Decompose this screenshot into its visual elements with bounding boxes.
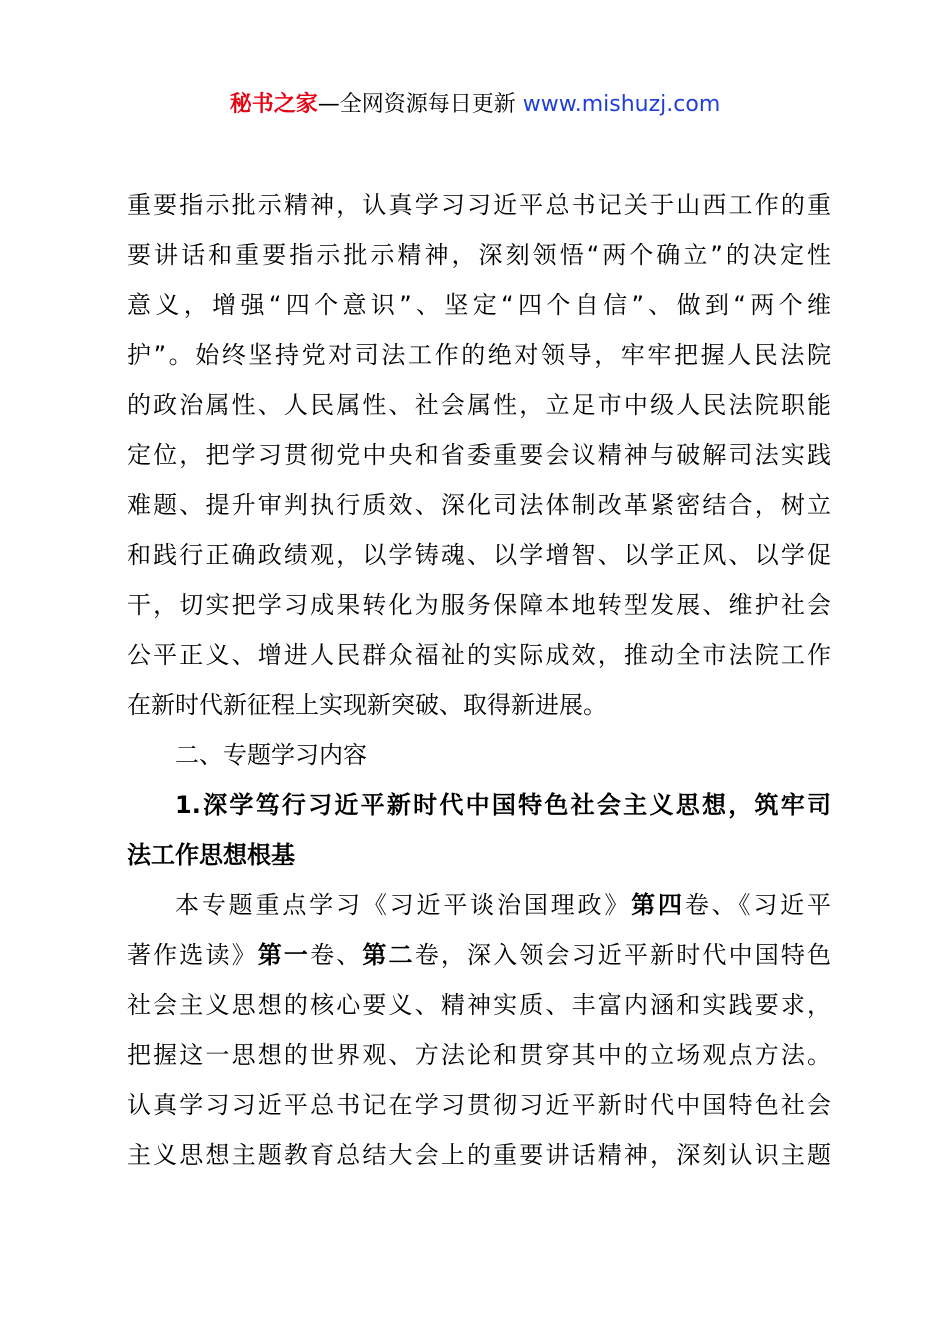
text-line: 公平正义、增进人民群众福祉的实际成效，推动全市法院工作: [127, 641, 831, 669]
text-line: 要讲话和重要指示批示精神，深刻领悟“两个确立”的决定性: [127, 241, 831, 269]
text-line: 重要指示批示精神，认真学习习近平总书记关于山西工作的重: [127, 191, 831, 219]
text-line: 社会主义思想的核心要义、精神实质、丰富内涵和实践要求，: [127, 991, 831, 1019]
text-line: 把握这一思想的世界观、方法论和贯穿其中的立场观点方法。: [127, 1041, 831, 1069]
bold-run: 第四: [631, 891, 685, 919]
document-body: [127, 180, 831, 1180]
paragraph-1: [127, 180, 831, 730]
text-line: 和践行正确政绩观，以学铸魂、以学增智、以学正风、以学促: [127, 541, 831, 569]
bold-run: 第一: [257, 941, 311, 969]
site-tagline: —全网资源每日更新: [317, 92, 523, 117]
heading-line: 法工作思想根基: [127, 841, 295, 869]
text-run: 本专题重点学习《习近平谈治国理政》: [175, 891, 632, 919]
text-run: 卷，深入领会习近平新时代中国特色: [414, 941, 831, 969]
text-line: 的政治属性、人民属性、社会属性，立足市中级人民法院职能: [127, 391, 831, 419]
text-run: 卷、《习近平: [684, 891, 831, 919]
heading-line: 1.深学笃行习近平新时代中国特色社会主义思想，筑牢司: [175, 791, 831, 819]
site-url-link[interactable]: www.mishuzj.com: [522, 92, 721, 117]
section-title: 二、专题学习内容: [175, 741, 367, 769]
text-line: 认真学习习近平总书记在学习贯彻习近平新时代中国特色社会: [127, 1091, 831, 1119]
bold-run: 第二: [362, 941, 415, 969]
topic-1-heading: [127, 780, 831, 880]
text-run: 卷、: [310, 941, 363, 969]
text-line: [127, 880, 831, 930]
text-line: 难题、提升审判执行质效、深化司法体制改革紧密结合，树立: [127, 491, 831, 519]
text-line: 干，切实把学习成果转化为服务保障本地转型发展、维护社会: [127, 591, 831, 619]
text-run: 著作选读》: [127, 941, 258, 969]
site-brand: 秘书之家: [229, 92, 318, 117]
text-line: 意义，增强“四个意识”、坚定“四个自信”、做到“两个维: [127, 291, 831, 319]
text-line: 护”。始终坚持党对司法工作的绝对领导，牢牢把握人民法院: [127, 341, 831, 369]
text-line: [127, 930, 831, 980]
text-line: 主义思想主题教育总结大会上的重要讲话精神，深刻认识主题: [127, 1141, 831, 1169]
paragraph-2: [127, 880, 831, 1180]
page-header: [0, 88, 950, 122]
text-line: 定位，把学习贯彻党中央和省委重要会议精神与破解司法实践: [127, 441, 831, 469]
text-line: 在新时代新征程上实现新突破、取得新进展。: [127, 691, 607, 719]
